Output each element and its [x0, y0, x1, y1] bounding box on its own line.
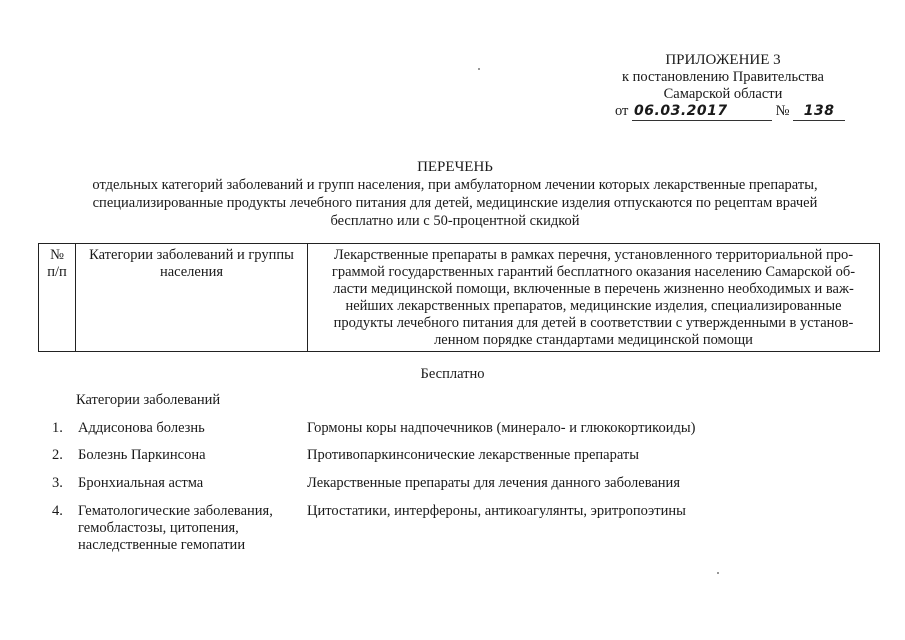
- annex-block: [603, 52, 843, 121]
- header-cell-number: [39, 244, 76, 352]
- row-number: 1.: [52, 420, 63, 436]
- header-drugs-line-3: ласти медицинской помощи, включенные в перечень жизненно необходимых и важ-: [333, 281, 854, 297]
- header-cell-category: [76, 244, 308, 352]
- section-free-title: Бесплатно: [420, 366, 485, 382]
- row-drugs: Лекарственные препараты для лечения данного заболевания: [307, 475, 680, 491]
- scan-speck: [478, 68, 480, 70]
- date-prefix: от: [615, 103, 629, 119]
- header-drugs-line-4: нейших лекарственных препаратов, медицинские изделия, специализированные: [345, 298, 842, 314]
- row-category-line: гемобластозы, цитопения,: [78, 520, 239, 536]
- row-category: [78, 475, 303, 492]
- handwritten-date: 06.03.2017: [634, 103, 728, 119]
- heading-line-3: бесплатно или с 50-процентной скидкой: [330, 213, 580, 229]
- heading-line-2: специализированные продукты лечебного питания для детей, медицинские изделия отпускаются по рецептам врачей: [92, 195, 818, 211]
- row-category-line: Гематологические заболевания,: [78, 503, 273, 519]
- header-drugs-line-2: граммой государственных гарантий бесплатного оказания населению Самарской об-: [331, 264, 856, 280]
- row-category: [78, 503, 303, 554]
- scan-speck: [717, 572, 719, 574]
- header-drugs-line-5: продукты лечебного питания для детей в соответствии с утвержденными в установ-: [333, 315, 854, 331]
- row-category-line: Аддисонова болезнь: [78, 420, 205, 436]
- handwritten-number: 138: [803, 103, 835, 119]
- header-number-line-2: п/п: [47, 264, 67, 280]
- header-cell-drugs: [308, 244, 880, 352]
- row-drugs: Противопаркинсонические лекарственные препараты: [307, 447, 639, 463]
- category-heading: Категории заболеваний: [76, 392, 221, 408]
- heading-title: ПЕРЕЧЕНЬ: [417, 159, 493, 175]
- number-field: [793, 103, 845, 121]
- header-category-line-1: Категории заболеваний и группы: [89, 247, 294, 263]
- row-category-line: наследственные гемопатии: [78, 537, 246, 553]
- row-category-line: Болезнь Паркинсона: [78, 447, 206, 463]
- date-field: [632, 103, 772, 121]
- annex-line-2: Самарской области: [663, 86, 783, 102]
- row-drugs: Цитостатики, интерфероны, антикоагулянты, эритропоэтины: [307, 503, 686, 519]
- row-number: 3.: [52, 475, 63, 491]
- header-category-line-2: населения: [159, 264, 224, 280]
- number-prefix: №: [775, 103, 790, 119]
- header-table: [38, 243, 880, 352]
- annex-title: ПРИЛОЖЕНИЕ 3: [665, 52, 781, 68]
- header-number-line-1: №: [50, 247, 64, 263]
- header-drugs-line-6: ленном порядке стандартами медицинской помощи: [434, 332, 753, 348]
- document-heading: [30, 158, 880, 230]
- annex-reference-line: [603, 103, 843, 121]
- row-category-line: Бронхиальная астма: [78, 475, 204, 491]
- header-row: [39, 244, 880, 352]
- row-drugs: Гормоны коры надпочечников (минерало- и глюкокортикоиды): [307, 420, 696, 436]
- heading-line-1: отдельных категорий заболеваний и групп населения, при амбулаторном лечении которых лекарственные препараты,: [92, 177, 818, 193]
- row-category: [78, 420, 303, 437]
- header-drugs-line-1: Лекарственные препараты в рамках перечня, установленного территориальной про-: [333, 247, 854, 263]
- row-number: 4.: [52, 503, 63, 519]
- row-category: [78, 447, 303, 464]
- annex-line-1: к постановлению Правительства: [622, 69, 824, 85]
- row-number: 2.: [52, 447, 63, 463]
